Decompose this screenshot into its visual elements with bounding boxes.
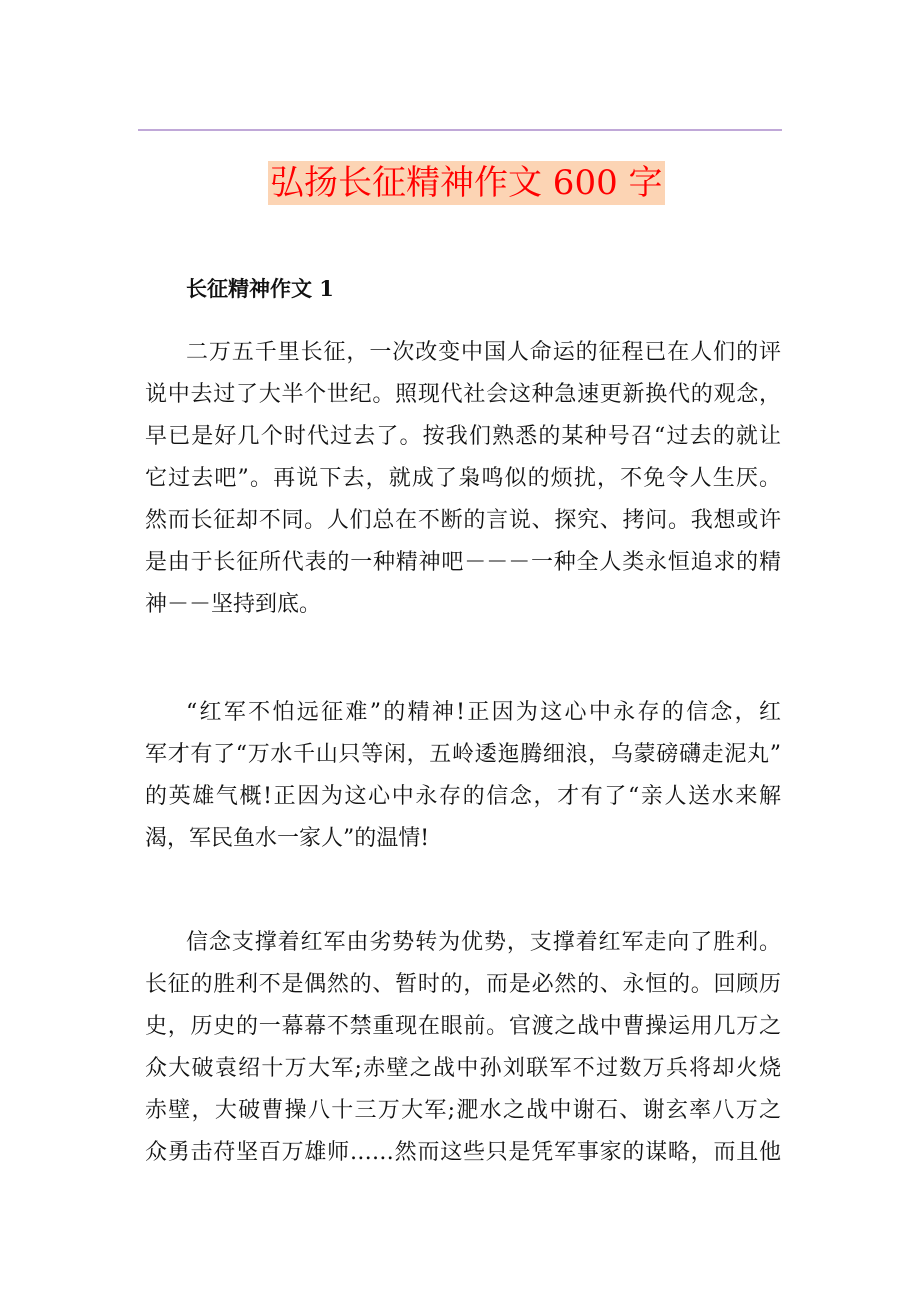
paragraph-1-line: 然而长征却不同。人们总在不断的言说、探究、拷问。我想或许 (145, 508, 781, 533)
paragraph-1-line: 是由于长征所代表的一种精神吧－－－一种全人类永恒追求的精 (145, 550, 781, 575)
paragraph-1-line: 二万五千里长征，一次改变中国人命运的征程已在人们的评 (186, 340, 781, 365)
paragraph-3-line: 史，历史的一幕幕不禁重现在眼前。官渡之战中曹操运用几万之 (145, 1014, 781, 1039)
document-title: 弘扬长征精神作文 600 字 (270, 163, 663, 203)
paragraph-2-line: 渴，军民鱼水一家人”的温情! (145, 826, 430, 851)
paragraph-1-line: 早已是好几个时代过去了。按我们熟悉的某种号召“过去的就让 (145, 424, 781, 449)
paragraph-3-line: 赤壁，大破曹操八十三万大军;淝水之战中谢石、谢玄率八万之 (145, 1098, 781, 1123)
paragraph-1-line: 神－－坚持到底。 (145, 592, 322, 617)
paragraph-2-line: 军才有了“万水千山只等闲，五岭逶迤腾细浪，乌蒙磅礴走泥丸” (145, 742, 781, 767)
paragraph-1-line: 说中去过了大半个世纪。照现代社会这种急速更新换代的观念， (145, 382, 781, 407)
paragraph-3-line: 众勇击苻坚百万雄师……然而这些只是凭军事家的谋略，而且他 (145, 1140, 781, 1165)
paragraph-2-line: “红军不怕远征难”的精神!正因为这心中永存的信念，红 (186, 700, 781, 725)
header-divider (138, 129, 782, 131)
paragraph-3-line: 众大破袁绍十万大军;赤壁之战中孙刘联军不过数万兵将却火烧 (145, 1056, 781, 1081)
section-heading: 长征精神作文 1 (186, 276, 334, 301)
paragraph-2-line: 的英雄气概!正因为这心中永存的信念，才有了“亲人送水来解 (145, 784, 781, 809)
paragraph-3-line: 长征的胜利不是偶然的、暂时的，而是必然的、永恒的。回顾历 (145, 972, 781, 997)
paragraph-3-line: 信念支撑着红军由劣势转为优势，支撑着红军走向了胜利。 (186, 930, 781, 955)
paragraph-1-line: 它过去吧”。再说下去，就成了枭鸣似的烦扰，不免令人生厌。 (145, 466, 781, 491)
